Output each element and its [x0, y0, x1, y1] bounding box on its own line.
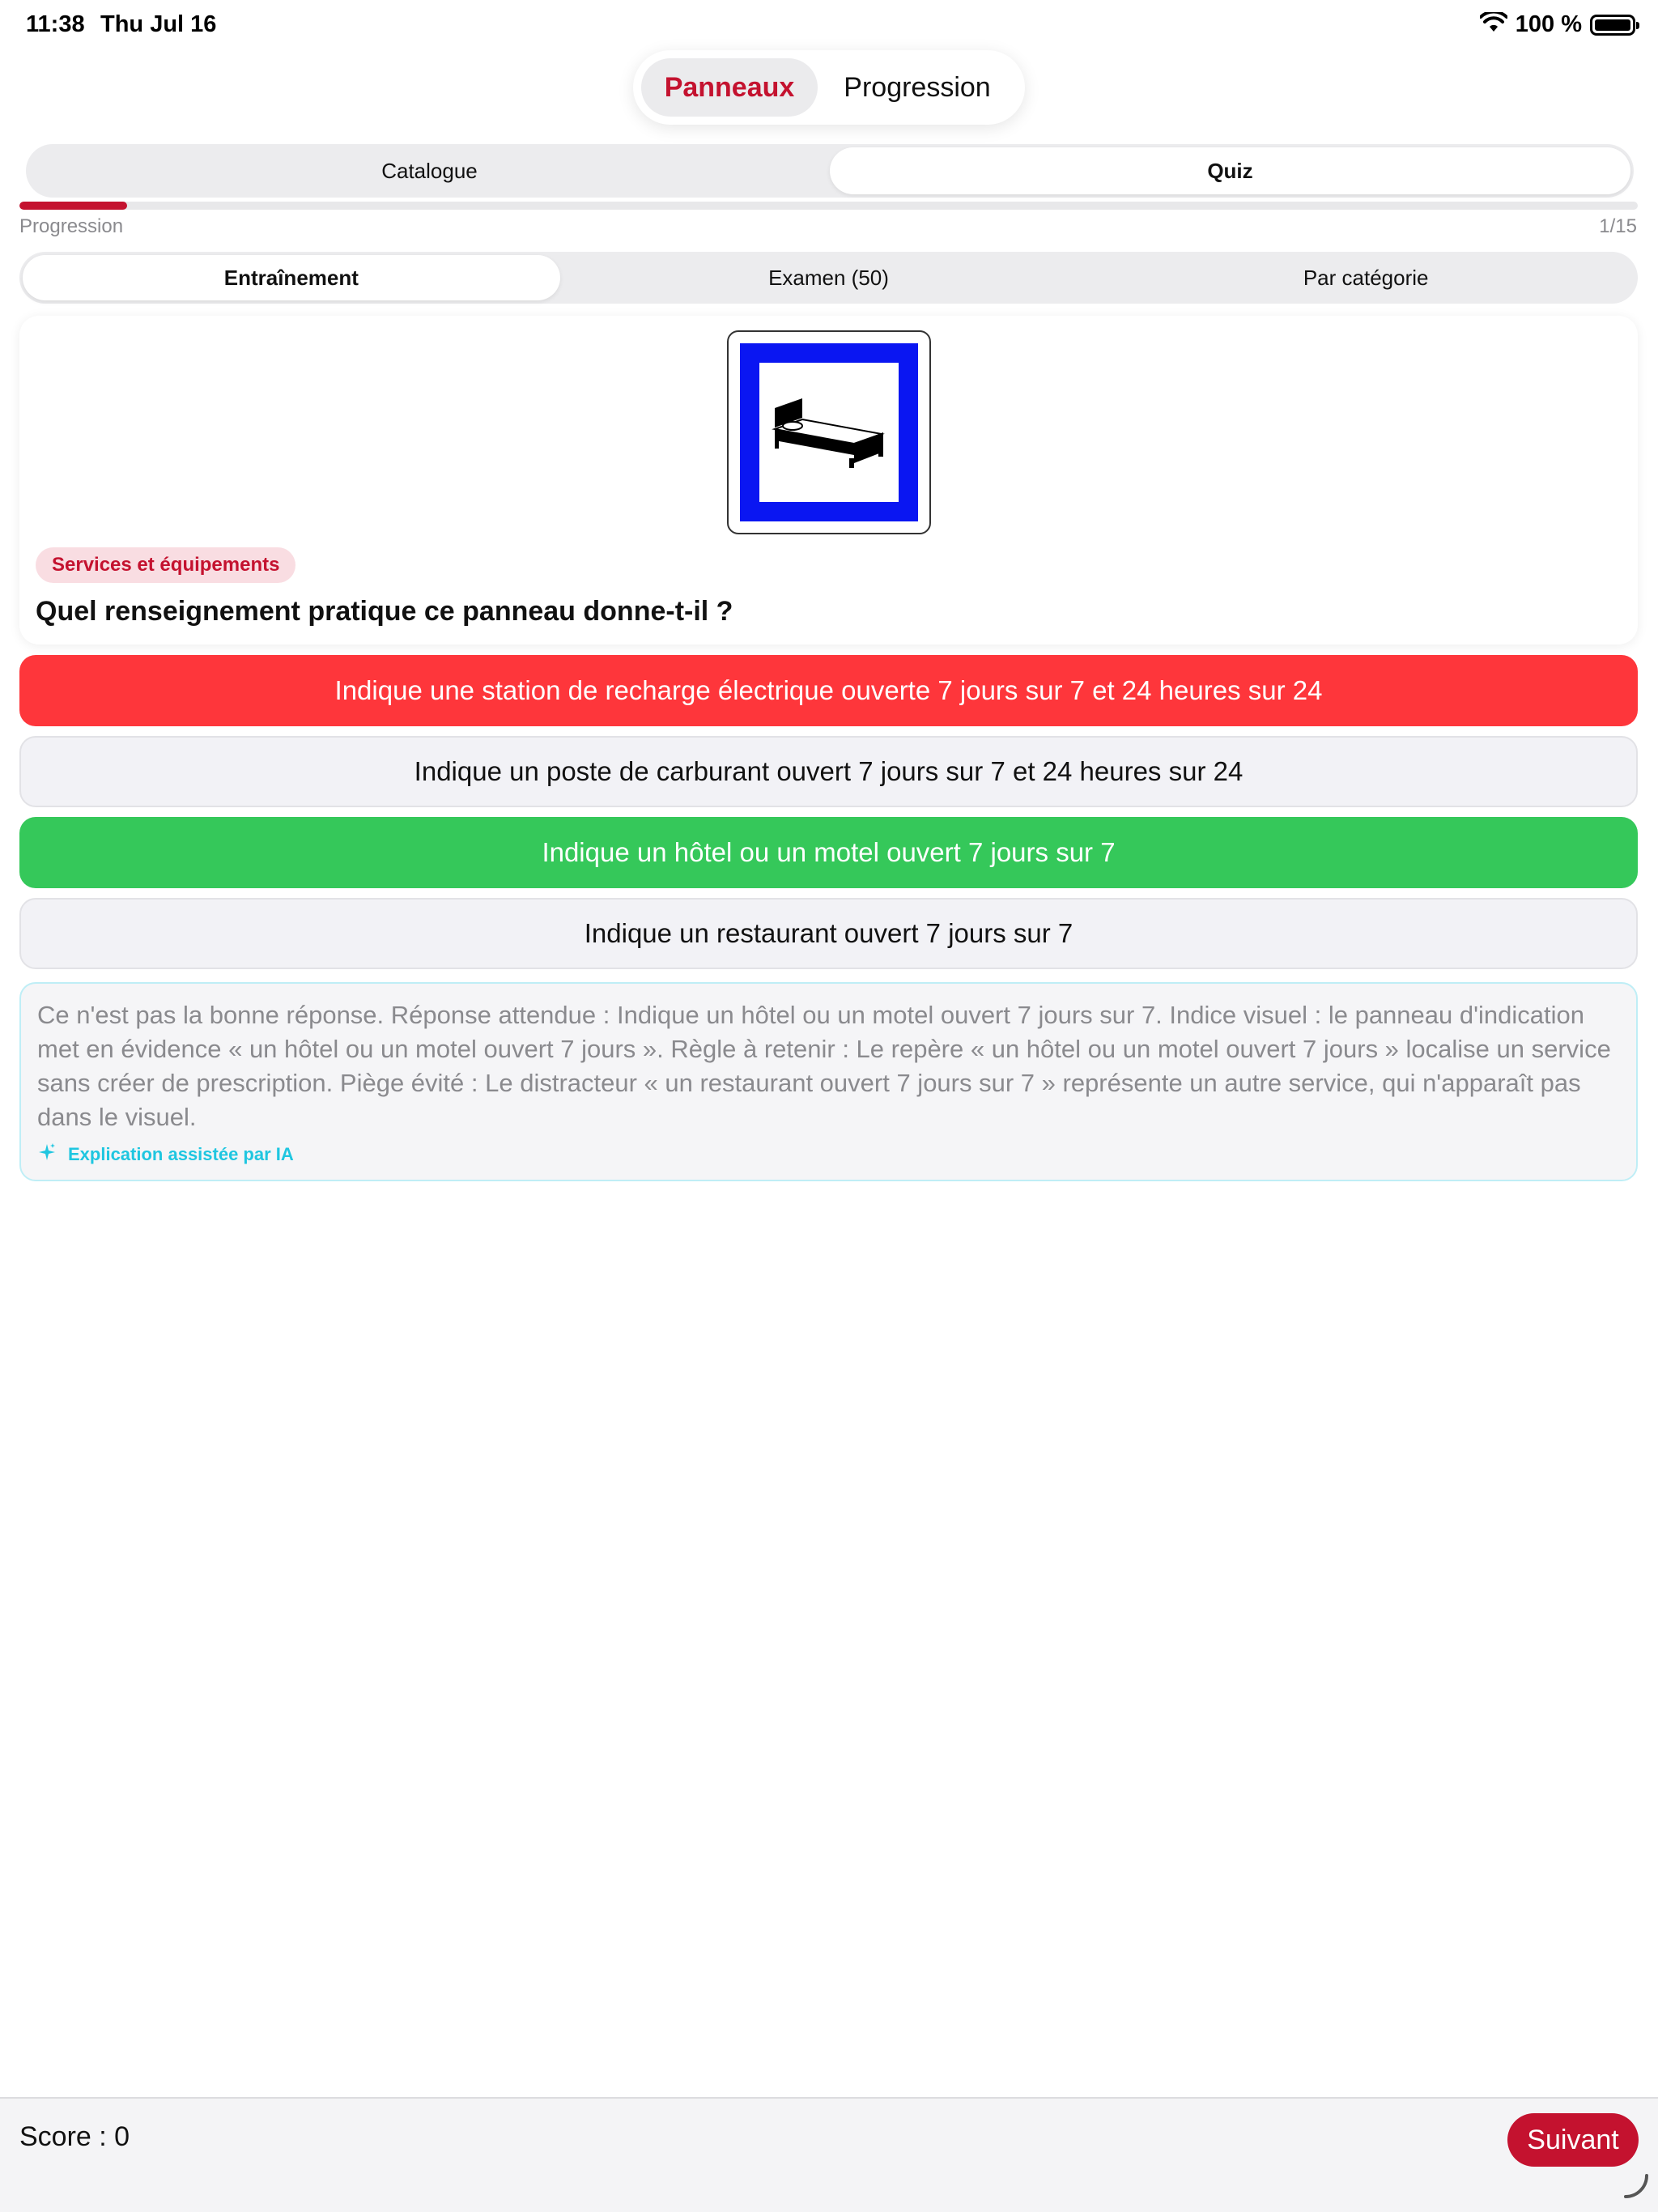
- road-sign-image: [727, 330, 931, 534]
- ai-label: Explication assistée par IA: [68, 1143, 294, 1164]
- segment-entrainement[interactable]: Entraînement: [23, 255, 560, 300]
- mode-segment: [19, 252, 1638, 304]
- resize-grip-icon[interactable]: [1622, 2172, 1650, 2204]
- ai-attribution: [37, 1142, 1620, 1166]
- sparkle-icon: [37, 1142, 57, 1166]
- answer-option-4[interactable]: Indique un restaurant ouvert 7 jours sur 7: [19, 898, 1638, 969]
- explanation-text: Ce n'est pas la bonne réponse. Réponse attendue : Indique un hôtel ou un motel ouvert 7 jours sur 7. Indice visuel : le panneau d'indication met en évidence « un hôtel ou un motel ouvert 7 jours ». Règle à retenir : Le repère « un hôtel ou un motel ouvert 7 jours » localise un service sans créer de prescription. Piège évité : Le distracteur « un restaurant ouvert 7 jours sur 7 » représente un autre service, qui n'apparaît pas dans le visuel.: [37, 1001, 1611, 1131]
- bottom-bar: [0, 2097, 1658, 2212]
- top-nav: [633, 50, 1025, 125]
- answer-option-2[interactable]: Indique un poste de carburant ouvert 7 jours sur 7 et 24 heures sur 24: [19, 736, 1638, 807]
- segment-quiz[interactable]: Quiz: [830, 147, 1630, 194]
- segment-examen[interactable]: Examen (50): [768, 265, 889, 290]
- tab-progression[interactable]: Progression: [844, 71, 991, 103]
- status-time: 11:38: [26, 11, 85, 37]
- explanation-box: [19, 982, 1638, 1181]
- progress-bar: [19, 202, 1638, 210]
- progress-label: Progression: [19, 215, 124, 237]
- status-bar: [0, 0, 1658, 52]
- answer-option-1[interactable]: Indique une station de recharge électrique ouverte 7 jours sur 7 et 24 heures sur 24: [19, 655, 1638, 726]
- battery-percent: 100 %: [1515, 11, 1582, 37]
- question-text: Quel renseignement pratique ce panneau donne-t-il ?: [36, 596, 733, 627]
- sign-blue-border: [740, 343, 918, 521]
- tab-panneaux[interactable]: Panneaux: [641, 58, 818, 117]
- question-card: [19, 316, 1638, 644]
- progress-count: 1/15: [1599, 215, 1637, 237]
- answer-option-3[interactable]: Indique un hôtel ou un motel ouvert 7 jours sur 7: [19, 817, 1638, 888]
- segment-par-categorie[interactable]: Par catégorie: [1303, 265, 1429, 290]
- status-date: Thu Jul 16: [100, 11, 217, 37]
- category-badge: Services et équipements: [36, 547, 295, 583]
- score-label: Score : 0: [19, 2121, 130, 2152]
- battery-icon: [1590, 15, 1635, 36]
- segment-catalogue[interactable]: Catalogue: [381, 158, 478, 183]
- next-button[interactable]: Suivant: [1507, 2113, 1639, 2167]
- wifi-icon: [1480, 12, 1507, 37]
- hotel-bed-sign-icon: [768, 384, 890, 481]
- status-right: [1480, 11, 1635, 38]
- catalogue-quiz-segment: [26, 144, 1634, 198]
- sign-white-panel: [759, 363, 899, 502]
- progress-fill: [19, 202, 127, 210]
